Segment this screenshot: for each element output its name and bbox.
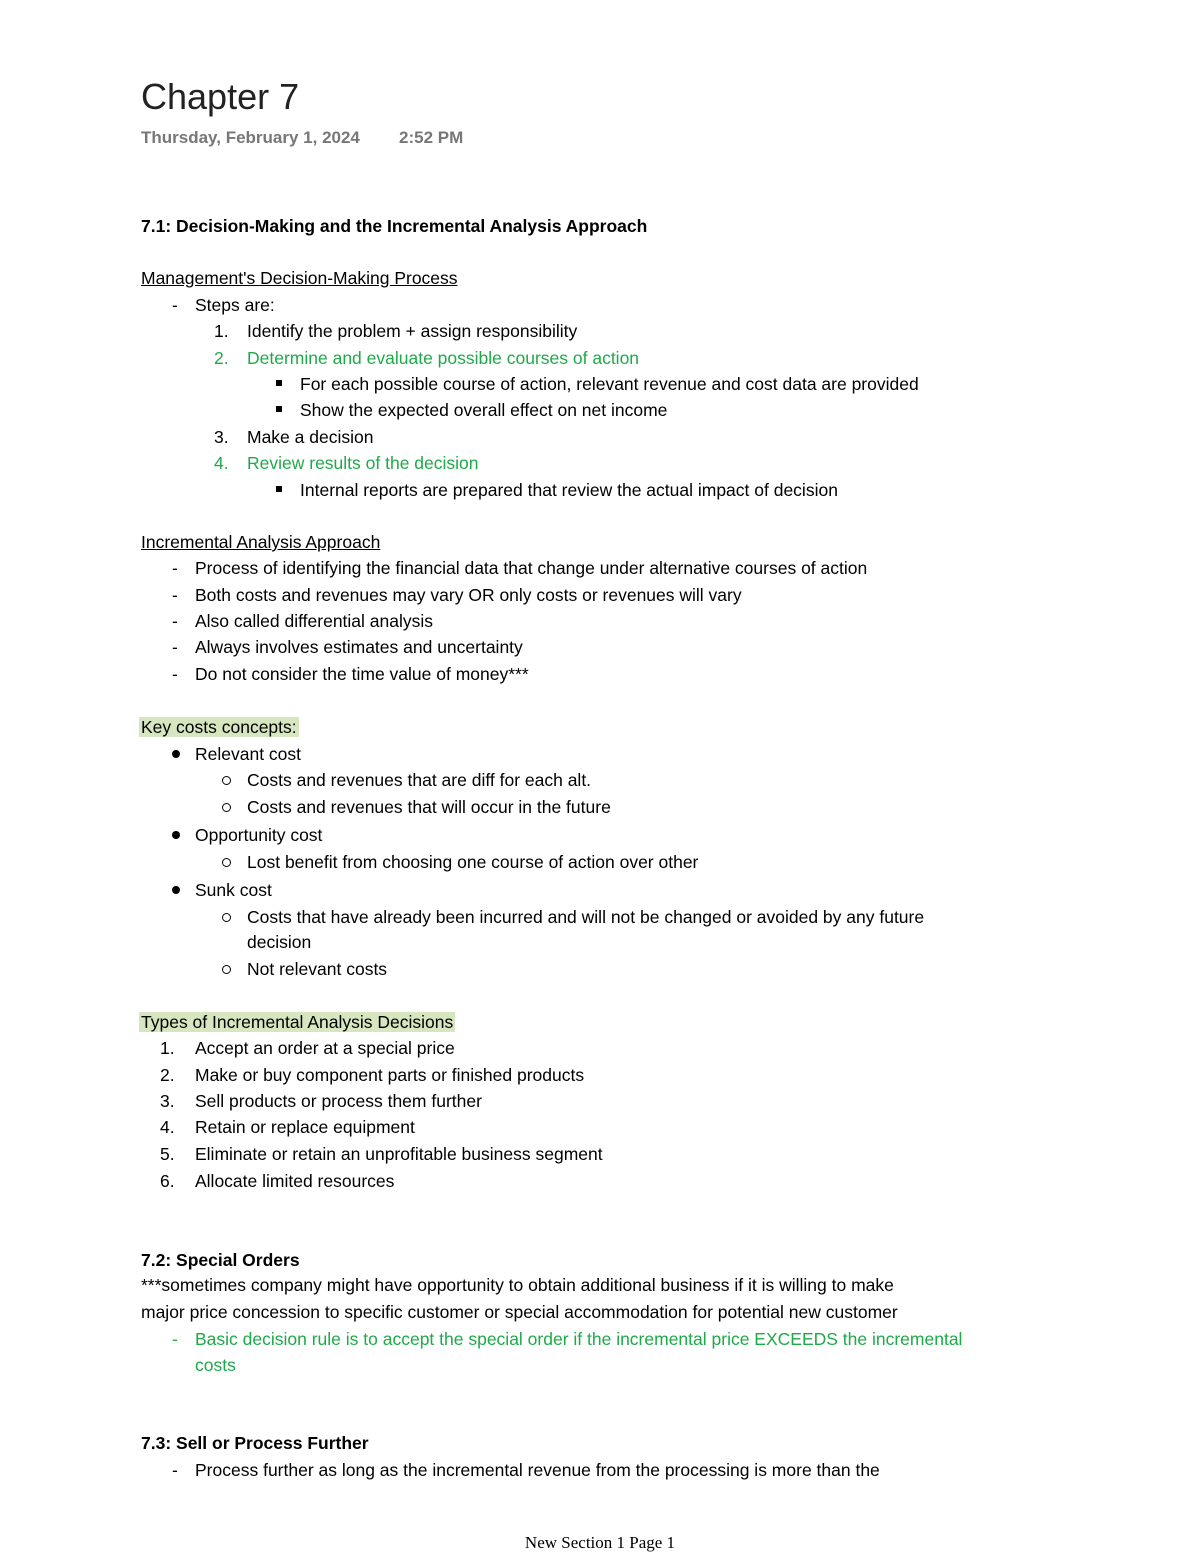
- square-bullet-icon: [276, 406, 282, 412]
- list-number: 1.: [214, 321, 229, 341]
- subheading-key-costs: [141, 715, 299, 739]
- list-item: Allocate limited resources: [195, 1171, 395, 1191]
- list-item: Review results of the decision: [247, 453, 479, 473]
- list-item: Do not consider the time value of money***: [195, 664, 529, 684]
- dash-bullet: -: [172, 637, 178, 657]
- list-item: Identify the problem + assign responsibility: [247, 321, 578, 341]
- list-number: 1.: [160, 1038, 175, 1058]
- paragraph-line: major price concession to specific customer or special accommodation for potential new customer: [141, 1302, 898, 1322]
- subheading-decision-types: [141, 1010, 455, 1034]
- list-number: 2.: [160, 1065, 175, 1085]
- bullet-ring-icon: [222, 913, 231, 922]
- list-item: Eliminate or retain an unprofitable business segment: [195, 1144, 603, 1164]
- list-item: Process of identifying the financial data that change under alternative courses of action: [195, 558, 868, 578]
- dash-bullet: -: [172, 558, 178, 578]
- list-item-continued: decision: [247, 932, 312, 952]
- highlighted-text: Types of Incremental Analysis Decisions: [141, 1012, 454, 1032]
- list-item: For each possible course of action, relevant revenue and cost data are provided: [300, 374, 919, 394]
- list-item: Process further as long as the incremental revenue from the processing is more than the: [195, 1460, 880, 1480]
- list-item: Make or buy component parts or finished products: [195, 1065, 585, 1085]
- list-item: Steps are:: [195, 295, 275, 315]
- list-item: Opportunity cost: [195, 825, 323, 845]
- bullet-ring-icon: [222, 965, 231, 974]
- dash-bullet: -: [172, 611, 178, 631]
- note-time: 2:52 PM: [399, 128, 464, 147]
- bullet-ring-icon: [222, 803, 231, 812]
- note-date: Thursday, February 1, 2024: [141, 128, 360, 147]
- list-item: Not relevant costs: [247, 959, 388, 979]
- list-item: Basic decision rule is to accept the special order if the incremental price EXCEEDS the incremental: [195, 1329, 963, 1349]
- list-number: 6.: [160, 1171, 175, 1191]
- list-item-continued: costs: [195, 1355, 236, 1375]
- list-number: 5.: [160, 1144, 175, 1164]
- bullet-ring-icon: [222, 776, 231, 785]
- list-number: 2.: [214, 348, 229, 368]
- list-item: Retain or replace equipment: [195, 1117, 415, 1137]
- list-item: Always involves estimates and uncertainty: [195, 637, 523, 657]
- bullet-ring-icon: [222, 858, 231, 867]
- list-item: Costs and revenues that will occur in the future: [247, 797, 611, 817]
- section-heading-7-3: 7.3: Sell or Process Further: [141, 1433, 369, 1453]
- list-item: Also called differential analysis: [195, 611, 434, 631]
- square-bullet-icon: [276, 380, 282, 386]
- list-item: Costs that have already been incurred and will not be changed or avoided by any future: [247, 907, 925, 927]
- dash-bullet: -: [172, 295, 178, 315]
- highlighted-text: Key costs concepts:: [141, 717, 297, 737]
- paragraph-line: ***sometimes company might have opportunity to obtain additional business if it is willing to make: [141, 1275, 894, 1295]
- square-bullet-icon: [276, 486, 282, 492]
- subheading-incremental-analysis: Incremental Analysis Approach: [141, 532, 381, 552]
- subheading-decision-process: Management's Decision-Making Process: [141, 268, 458, 288]
- section-heading-7-2: 7.2: Special Orders: [141, 1250, 300, 1270]
- dash-bullet: -: [172, 664, 178, 684]
- dash-bullet: -: [172, 1460, 178, 1480]
- dash-bullet: -: [172, 1329, 178, 1349]
- section-heading-7-1: 7.1: Decision-Making and the Incremental Analysis Approach: [141, 216, 648, 236]
- list-number: 3.: [160, 1091, 175, 1111]
- list-number: 4.: [214, 453, 229, 473]
- dash-bullet: -: [172, 585, 178, 605]
- page-title: Chapter 7: [141, 76, 300, 117]
- bullet-dot-icon: [172, 750, 180, 758]
- list-item: Both costs and revenues may vary OR only costs or revenues will vary: [195, 585, 742, 605]
- bullet-dot-icon: [172, 886, 180, 894]
- list-item: Lost benefit from choosing one course of action over other: [247, 852, 699, 872]
- page-footer: New Section 1 Page 1: [524, 1533, 676, 1552]
- list-item: Relevant cost: [195, 744, 302, 764]
- list-item: Show the expected overall effect on net income: [300, 400, 668, 420]
- bullet-dot-icon: [172, 831, 180, 839]
- list-item: Sell products or process them further: [195, 1091, 482, 1111]
- list-item: Accept an order at a special price: [195, 1038, 455, 1058]
- list-item: Sunk cost: [195, 880, 272, 900]
- list-item: Make a decision: [247, 427, 374, 447]
- list-number: 3.: [214, 427, 229, 447]
- list-item: Internal reports are prepared that review the actual impact of decision: [300, 480, 838, 500]
- list-item: Determine and evaluate possible courses of action: [247, 348, 640, 368]
- list-item: Costs and revenues that are diff for each alt.: [247, 770, 592, 790]
- list-number: 4.: [160, 1117, 175, 1137]
